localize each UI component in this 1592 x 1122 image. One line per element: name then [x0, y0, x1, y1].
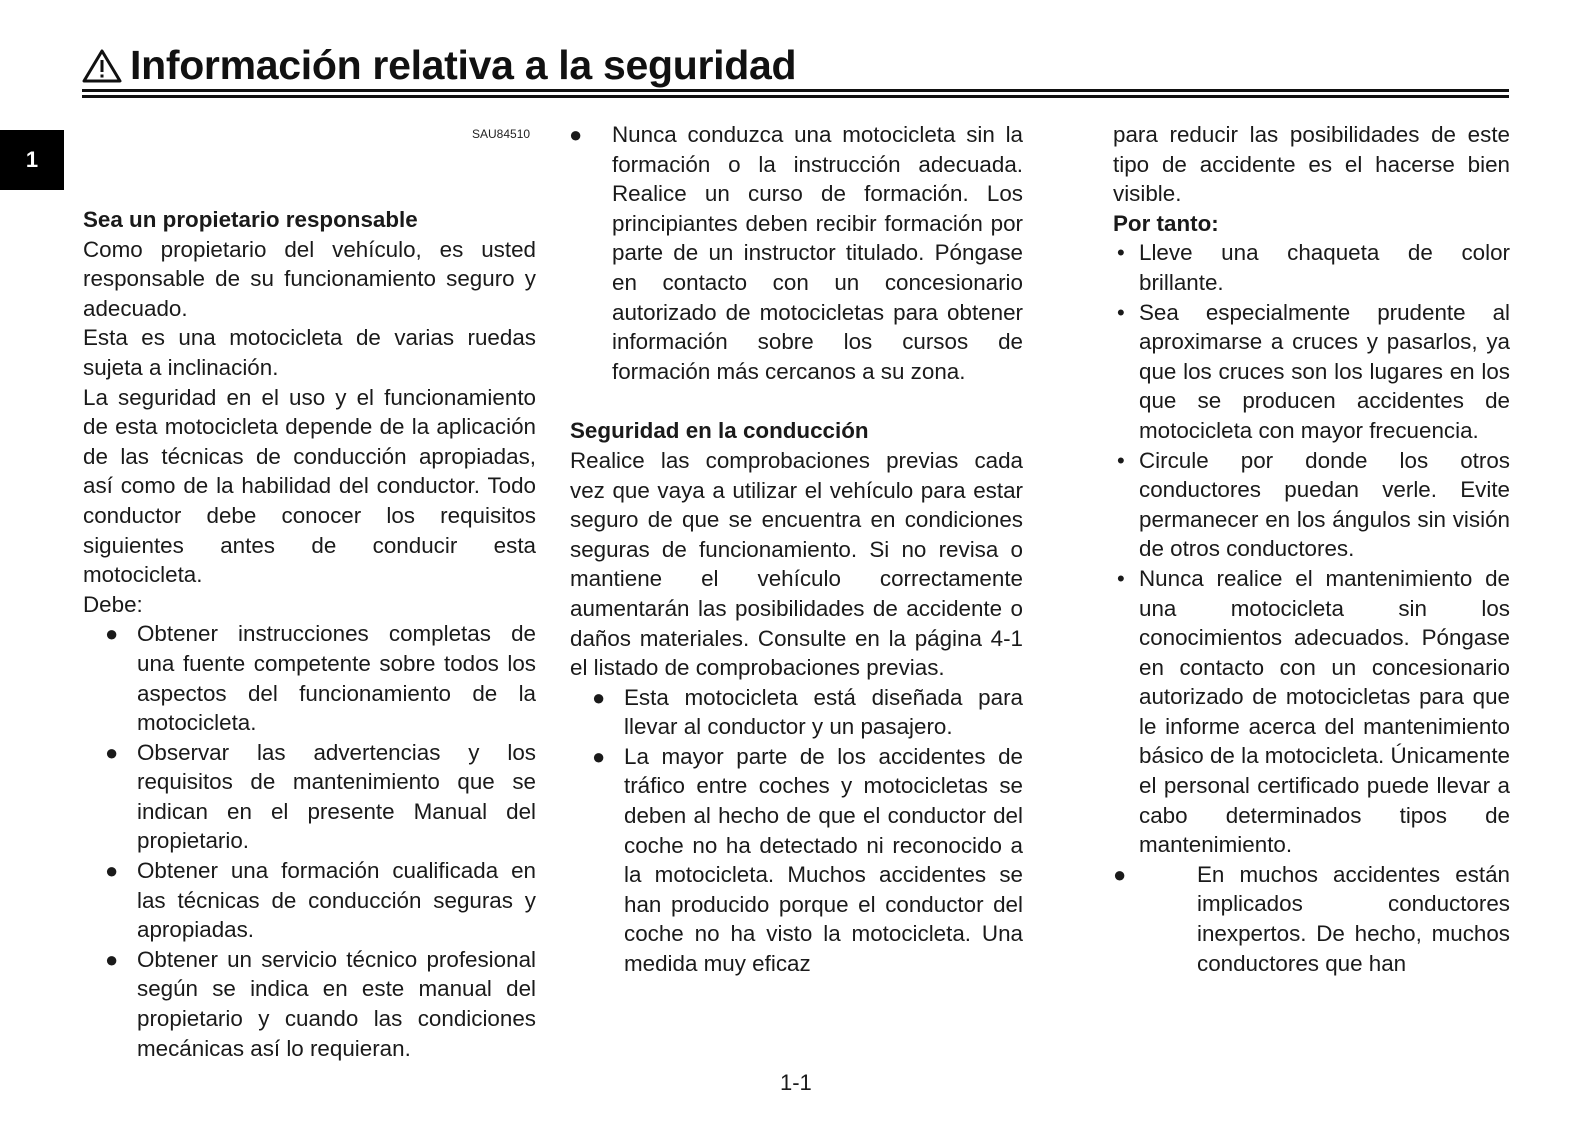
- section-heading: Sea un propietario responsable: [83, 207, 418, 232]
- page-title: [82, 42, 796, 89]
- bullet-icon: •: [1117, 565, 1125, 591]
- bullet-icon: ●: [569, 122, 583, 147]
- list-item: ● Nunca conduzca una motocicleta sin la formación o la instrucción adecuada. Realice un curso de formación. Los principiantes deben recibir formación por parte de un instructor titulado. Póngase en contacto con un concesionario autorizado de motocicletas para obtener información sobre los cursos de formación más cercanos a su zona.: [569, 122, 1023, 384]
- list-item: ● Obtener una formación cualificada en las técnicas de conducción seguras y apropiadas.: [105, 858, 536, 943]
- paragraph: Realice las comprobaciones previas cada vez que vaya a utilizar el vehículo para estar seguro de que se encuentra en condiciones seguras de funcionamiento. Si no revisa o mantiene el vehículo correctamente aumentarán las posibilidades de accidente o daños materiales. Consulte en la página 4-1 el listado de comprobaciones previas.: [570, 447, 1023, 681]
- list-item: ● La mayor parte de los accidentes de tráfico entre coches y motocicletas se deben al hecho de que el conductor del coche no ha detectado ni reconocido a la motocicleta. Muchos accidentes se han producido porque el conductor del coche no ha visto la motocicleta. Una medida muy eficaz: [592, 743, 1023, 977]
- list-item: ● Observar las advertencias y los requisitos de mantenimiento que se indican en el presente Manual del propietario.: [105, 739, 536, 854]
- bullet-icon: ●: [105, 739, 119, 765]
- paragraph: Debe:: [83, 591, 143, 617]
- title-rule-bottom: [82, 95, 1509, 98]
- bullet-icon: •: [1117, 240, 1125, 266]
- list-item: ● Obtener instrucciones completas de una fuente competente sobre todos los aspectos del funcionamiento de la motocicleta.: [105, 621, 536, 736]
- bullet-icon: •: [1117, 447, 1125, 473]
- list-item: • Nunca realice el mantenimiento de una motocicleta sin los conocimientos adecuados. Póngase en contacto con un concesionario autorizado de motocicletas para que le informe acerca del mantenimiento básico de la motocicleta. Únicamente el personal certificado puede llevar a cabo determinados tipos de mantenimiento.: [1117, 565, 1510, 858]
- paragraph: La seguridad en el uso y el funcionamiento de esta motocicleta depende de la aplicación de las técnicas de conducción apropiadas, así como de la habilidad del conductor. Todo conductor debe conocer los requisitos siguientes antes de conducir esta motocicleta.: [83, 384, 536, 588]
- paragraph: Esta es una motocicleta de varias ruedas sujeta a inclinación.: [83, 325, 536, 380]
- list-item: • Sea especialmente prudente al aproximarse a cruces y pasarlos, ya que los cruces son los lugares en los que se producen accidentes de motocicleta con mayor frecuencia.: [1117, 299, 1510, 443]
- column-2: [570, 120, 1023, 979]
- list-item: • Lleve una chaqueta de color brillante.: [1117, 240, 1510, 295]
- warning-icon: [82, 48, 122, 84]
- bullet-icon: ●: [1113, 861, 1127, 887]
- title-rule-top: [82, 89, 1509, 92]
- page-number: 1-1: [780, 1070, 812, 1095]
- column-1: [83, 205, 536, 1063]
- bullet-icon: ●: [592, 684, 606, 710]
- bullet-icon: •: [1117, 299, 1125, 325]
- section-heading: Por tanto:: [1113, 210, 1219, 236]
- bullet-icon: ●: [105, 621, 119, 647]
- title-text: Información relativa a la seguridad: [130, 42, 797, 88]
- list-item: ● Obtener un servicio técnico profesional según se indica en este manual del propietario y cuando las condiciones mecánicas así lo requieran.: [105, 946, 536, 1061]
- bullet-icon: ●: [105, 858, 119, 884]
- section-heading: Seguridad en la conducción: [570, 418, 869, 444]
- list-item: • Circule por donde los otros conductores puedan verle. Evite permanecer en los ángulos sin visión de otros conductores.: [1117, 447, 1510, 562]
- list-item: ● En muchos accidentes están implicados conductores inexpertos. De hecho, muchos conductores que han: [1113, 861, 1510, 976]
- column-3: [1113, 120, 1510, 978]
- list-item: ● Esta motocicleta está diseñada para llevar al conductor y un pasajero.: [592, 684, 1023, 740]
- bullet-icon: ●: [105, 946, 119, 972]
- doc-code: SAU84510: [472, 127, 531, 141]
- bullet-icon: ●: [592, 743, 606, 769]
- paragraph: Como propietario del vehículo, es usted responsable de su funcionamiento seguro y adecuado.: [83, 236, 536, 321]
- chapter-tab: 1: [0, 130, 64, 190]
- paragraph: para reducir las posibilidades de este tipo de accidente es el hacerse bien visible.: [1113, 122, 1510, 207]
